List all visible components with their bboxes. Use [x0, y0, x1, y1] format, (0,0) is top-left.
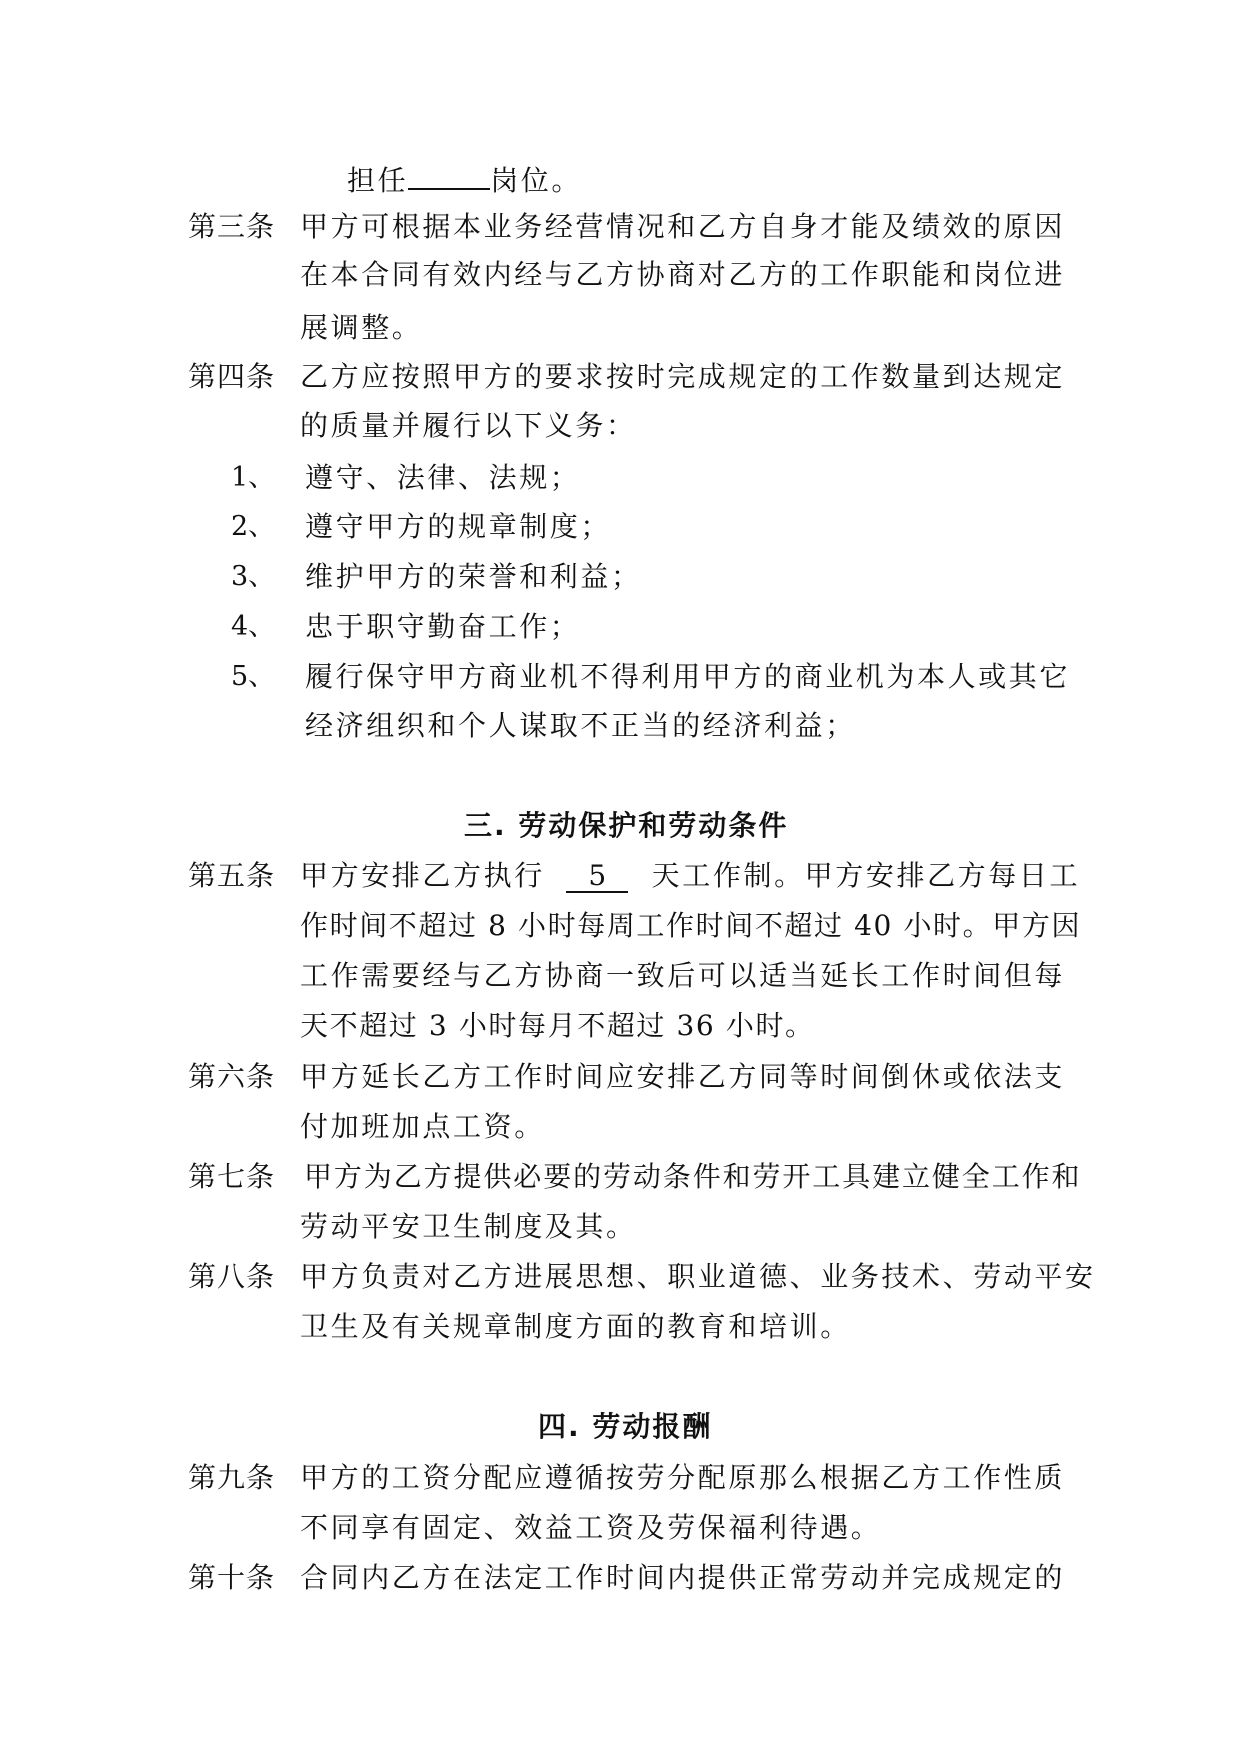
article-8-label: 第八条	[188, 1260, 276, 1293]
article-7-line-2: 劳动平安卫生制度及其。	[300, 1210, 637, 1243]
article-5-line-2: 作时间不超过 8 小时每周工作时间不超过 40 小时。甲方因	[300, 909, 1082, 942]
article-4-line-2: 的质量并履行以下义务：	[300, 409, 637, 442]
item-1-number: 1、	[231, 462, 276, 493]
article-5-line-3: 工作需要经与乙方协商一致后可以适当延长工作时间但每	[300, 959, 1066, 992]
article-8-line-1: 甲方负责对乙方进展思想、职业道德、业务技术、劳动平安	[300, 1260, 1096, 1293]
article-5-label: 第五条	[188, 859, 276, 892]
article-4-line-1: 乙方应按照甲方的要求按时完成规定的工作数量到达规定	[300, 360, 1066, 393]
article-5-line-1-post: 天工作制。甲方安排乙方每日工	[651, 859, 1081, 892]
item-4-text: 忠于职守勤奋工作；	[305, 610, 581, 643]
item-3-text: 维护甲方的荣誉和利益；	[305, 560, 642, 593]
item-2-number: 2、	[231, 511, 276, 542]
article-9-line-1: 甲方的工资分配应遵循按劳分配原那么根据乙方工作性质	[300, 1461, 1066, 1494]
article-5-line-1-pre: 甲方安排乙方执行	[300, 859, 545, 892]
article-10-label: 第十条	[188, 1561, 276, 1594]
article-6-label: 第六条	[188, 1060, 276, 1093]
item-5-number: 5、	[231, 661, 276, 692]
article-9-label: 第九条	[188, 1461, 276, 1494]
article-5-line-4: 天不超过 3 小时每月不超过 36 小时。	[300, 1009, 815, 1042]
article-3-line-3: 展调整。	[300, 311, 423, 344]
article-6-line-1: 甲方延长乙方工作时间应安排乙方同等时间倒休或依法支	[300, 1060, 1066, 1093]
article-3-line-1: 甲方可根据本业务经营情况和乙方自身才能及绩效的原因	[300, 210, 1066, 243]
section-3-heading: 三. 劳动保护和劳动条件	[464, 809, 789, 842]
article-7-line-1: 甲方为乙方提供必要的劳动条件和劳开工具建立健全工作和	[304, 1160, 1082, 1193]
article-6-line-2: 付加班加点工资。	[300, 1110, 545, 1143]
article-3-line-2: 在本合同有效内经与乙方协商对乙方的工作职能和岗位进	[300, 258, 1066, 291]
item-2-text: 遵守甲方的规章制度；	[305, 510, 612, 543]
intro-suffix: 岗位。	[490, 164, 583, 197]
article-10-line-1: 合同内乙方在法定工作时间内提供正常劳动并完成规定的	[300, 1561, 1066, 1594]
article-4-label: 第四条	[188, 360, 276, 393]
article-5-line-1	[300, 858, 1080, 894]
article-3-label: 第三条	[188, 210, 276, 243]
workweek-days-value: 5	[566, 861, 628, 893]
intro-prefix: 担任	[347, 164, 409, 197]
section-4-heading: 四. 劳动报酬	[538, 1410, 713, 1443]
article-9-line-2: 不同享有固定、效益工资及劳保福利待遇。	[300, 1511, 882, 1544]
article-8-line-2: 卫生及有关规章制度方面的教育和培训。	[300, 1310, 851, 1343]
item-5-text-line-2: 经济组织和个人谋取不正当的经济利益；	[305, 709, 856, 742]
item-4-number: 4、	[231, 611, 276, 642]
position-blank	[408, 160, 490, 190]
item-3-number: 3、	[231, 561, 276, 592]
intro-line	[347, 160, 582, 199]
article-7-label: 第七条	[188, 1160, 276, 1193]
item-5-text-line-1: 履行保守甲方商业机不得利用甲方的商业机为本人或其它	[305, 660, 1071, 693]
item-1-text: 遵守、法律、法规；	[305, 461, 581, 494]
